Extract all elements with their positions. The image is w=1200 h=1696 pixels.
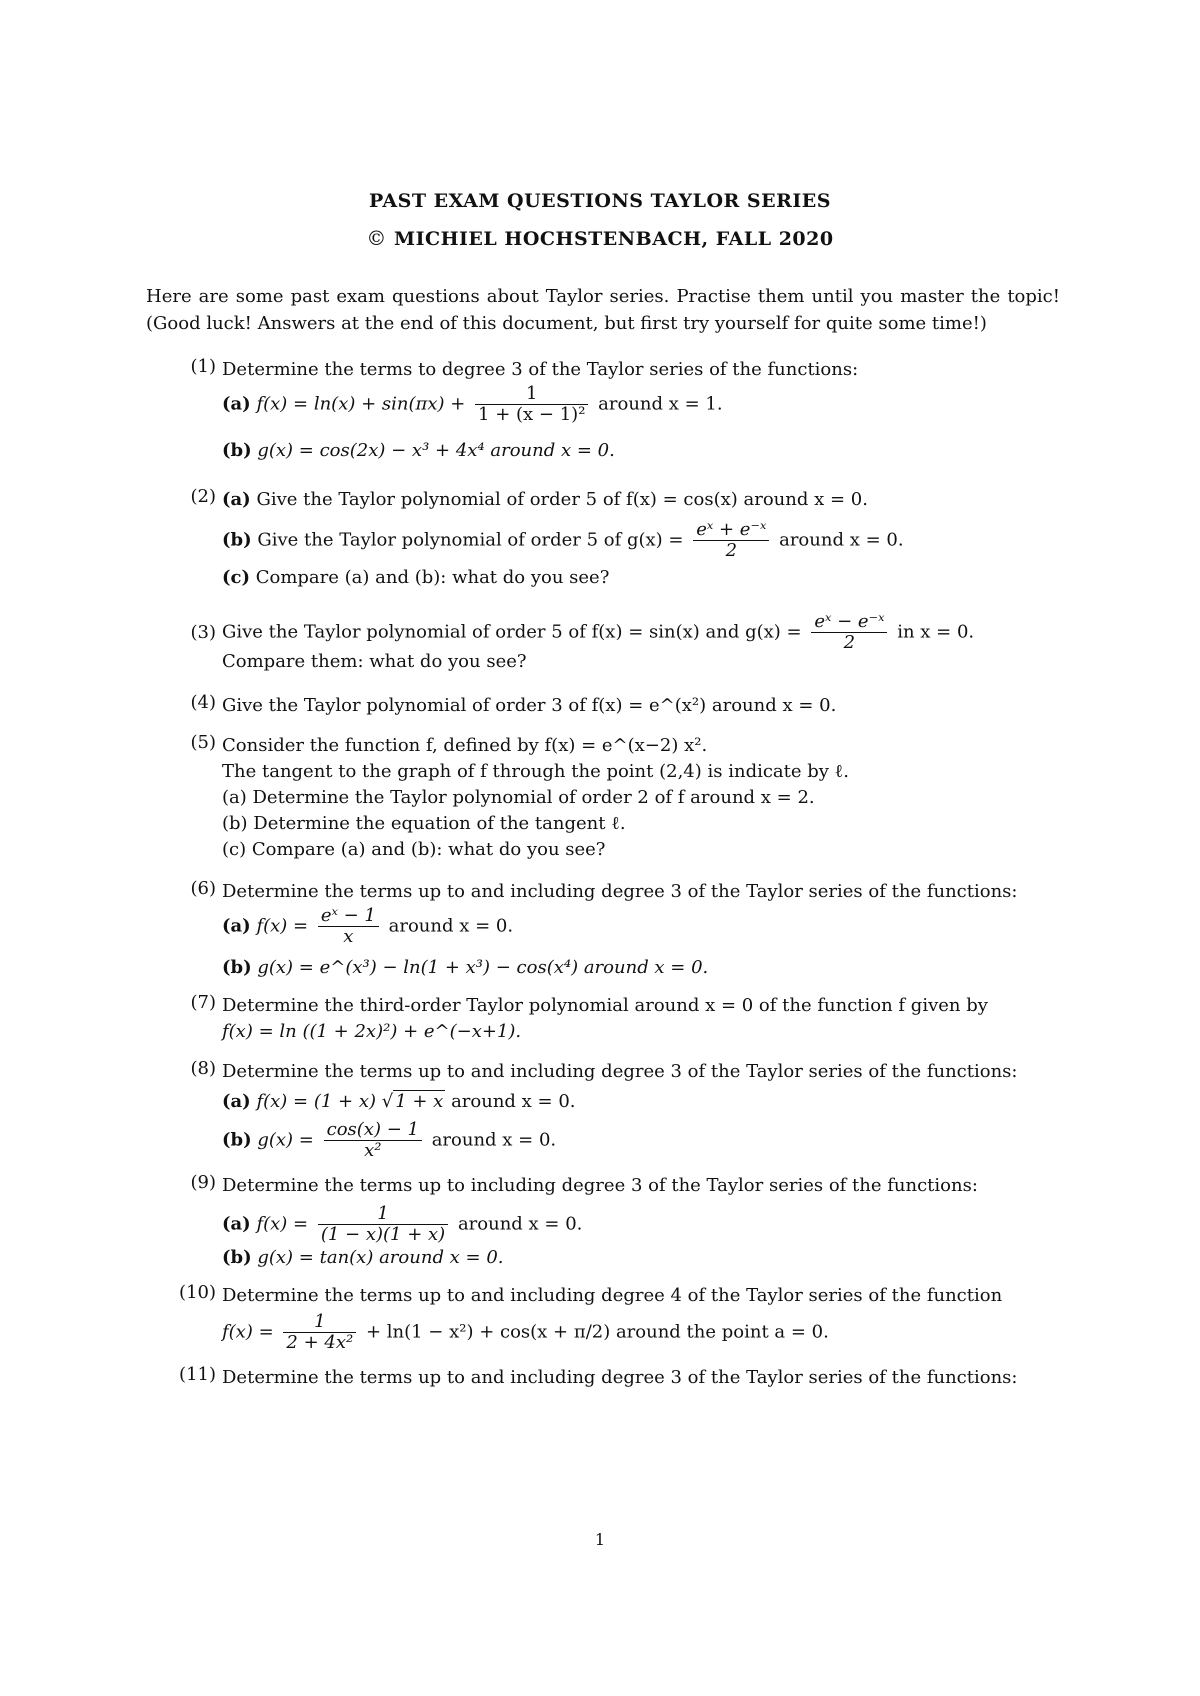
- question-number: (9): [190, 1172, 216, 1193]
- author-line: [0, 226, 1200, 250]
- part-b: (b) g(x) = e^(x³) − ln(1 + x³) − cos(x⁴) around x = 0.: [222, 957, 709, 978]
- part-c: (c) Compare (a) and (b): what do you see?: [222, 567, 610, 588]
- question-line-1: Consider the function f, defined by f(x) = e^(x−2) x².: [222, 735, 708, 756]
- question-number: (4): [190, 692, 216, 713]
- question-number: (2): [190, 486, 216, 507]
- page-number: 1: [594, 1530, 606, 1549]
- part-b: (b) g(x) = $\frac{\cos(x) - 1}{\text{x²}}$ around x = 0.: [222, 1119, 557, 1161]
- question-text: Determine the terms up to and including degree 3 of the Taylor series of the functions:: [222, 1367, 1018, 1388]
- fraction: $\frac{1}{\text{2 + 4x²}}$: [283, 1312, 356, 1353]
- question-number: (11): [179, 1364, 216, 1385]
- fraction: $\frac{1}{(1 - x)(1 + x)}$: [318, 1204, 448, 1245]
- intro-paragraph: Here are some past exam questions about Taylor series. Practise them until you master the topic! (Good luck! Answers at the end of this document, but first try yourself for quite some time!): [146, 286, 1060, 334]
- question-line-2: f(x) = ln ((1 + 2x)²) + e^(−x+1).: [222, 1021, 522, 1042]
- fraction: $\frac{1}{\text{1 + (x − 1)²}}$: [475, 384, 588, 425]
- question-line-2: The tangent to the graph of f through the point (2,4) is indicate by ℓ.: [222, 761, 850, 782]
- part-b: (b) g(x) = cos(2x) − x³ + 4x⁴ around x = 0.: [222, 440, 615, 461]
- question-line-2: f(x) = $\frac{1}{\text{2 + 4x²}}$ + ln(1 − x²) + cos(x + π/2) around the point a = 0.: [222, 1311, 829, 1353]
- part-b: (b) Give the Taylor polynomial of order 5 of g(x) = $\frac{\text{eˣ + e⁻ˣ}}{2}$ around x = 0.: [222, 519, 904, 561]
- question-text: Give the Taylor polynomial of order 5 of f(x) = sin(x) and g(x) = $\frac{\text{eˣ − e⁻ˣ}}{2}$ in x = 0.: [222, 611, 975, 653]
- question-line-2: Compare them: what do you see?: [222, 651, 527, 672]
- fraction: $\frac{\text{eˣ − e⁻ˣ}}{2}$: [811, 612, 887, 653]
- question-line-1: Determine the terms up to and including degree 4 of the Taylor series of the function: [222, 1285, 1003, 1306]
- part-a: (a) Give the Taylor polynomial of order 5 of f(x) = cos(x) around x = 0.: [222, 489, 868, 510]
- question-number: (8): [190, 1058, 216, 1079]
- part-b: (b) Determine the equation of the tangent ℓ.: [222, 813, 626, 834]
- question-number: (7): [190, 992, 216, 1013]
- question-line-1: Determine the third-order Taylor polynomial around x = 0 of the function f given by: [222, 995, 988, 1016]
- question-number: (3): [190, 622, 216, 643]
- question-text: Determine the terms up to including degree 3 of the Taylor series of the functions:: [222, 1175, 978, 1196]
- document-title: PAST EXAM QUESTIONS TAYLOR SERIES: [368, 190, 832, 212]
- part-a: (a) f(x) = $\frac{\text{eˣ − 1}}{x}$ around x = 0.: [222, 905, 514, 947]
- part-a: (a) Determine the Taylor polynomial of order 2 of f around x = 2.: [222, 787, 815, 808]
- question-text: Determine the terms up to and including degree 3 of the Taylor series of the functions:: [222, 881, 1018, 902]
- fraction: $\frac{\cos(x) - 1}{\text{x²}}$: [324, 1120, 422, 1161]
- part-c: (c) Compare (a) and (b): what do you see?: [222, 839, 606, 860]
- question-text: Determine the terms to degree 3 of the Taylor series of the functions:: [222, 359, 859, 380]
- sqrt-radicand: 1 + x: [395, 1091, 444, 1112]
- author-text: MICHIEL HOCHSTENBACH, FALL 2020: [394, 228, 834, 250]
- question-number: (1): [190, 356, 216, 377]
- part-a: (a) f(x) = (1 + x) √ 1 + x around x = 0.: [222, 1091, 576, 1112]
- part-a: (a) f(x) = $\frac{1}{(1 - x)(1 + x)}$ around x = 0.: [222, 1203, 583, 1245]
- part-b: (b) g(x) = tan(x) around x = 0.: [222, 1247, 504, 1268]
- part-a: (a) f(x) = ln(x) + sin(πx) + $\frac{1}{\text{1 + (x − 1)²}}$ around x = 1.: [222, 383, 723, 425]
- fraction: $\frac{\text{eˣ − 1}}{x}$: [318, 906, 379, 947]
- question-number: (10): [179, 1282, 216, 1303]
- question-text: Determine the terms up to and including degree 3 of the Taylor series of the functions:: [222, 1061, 1018, 1082]
- question-text: Give the Taylor polynomial of order 3 of f(x) = e^(x²) around x = 0.: [222, 695, 837, 716]
- question-number: (5): [190, 732, 216, 753]
- question-number: (6): [190, 878, 216, 899]
- fraction: $\frac{\text{eˣ + e⁻ˣ}}{2}$: [693, 520, 769, 561]
- copyright-icon: ©: [366, 226, 387, 250]
